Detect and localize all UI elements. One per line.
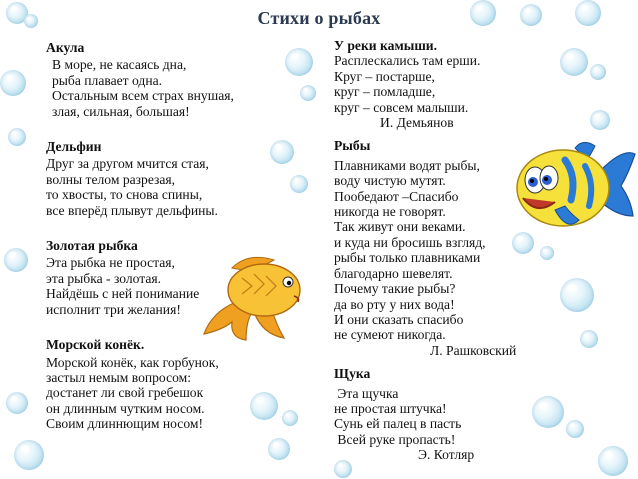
poem-line: В море, не касаясь дна, <box>52 57 187 73</box>
poem-line: Друг за другом мчится стая, <box>46 156 209 172</box>
right-column <box>334 38 544 475</box>
poem-line: Так живут они веками. <box>334 219 466 235</box>
poem-line: воду чистую мутят. <box>334 173 446 189</box>
poem-line: Своим длиннющим носом! <box>46 416 203 432</box>
bubble-decoration <box>566 420 584 438</box>
poem-line: Эта щучка <box>334 385 399 401</box>
poem-line: Пообедают –Спасибо <box>334 188 459 204</box>
poem-heading: Морской конёк. <box>46 337 145 353</box>
bubble-decoration <box>590 110 610 130</box>
poem-line: Эта рыбка не простая, <box>46 255 175 271</box>
bubble-decoration <box>560 48 588 76</box>
poem-line: никогда не говорят. <box>334 204 446 220</box>
poem-line: Морской конёк, как горбунок, <box>46 354 219 370</box>
bubble-decoration <box>590 64 606 80</box>
poem-heading: У реки камыши. <box>334 38 438 53</box>
poem-line: Плавниками водят рыбы, <box>334 157 480 173</box>
poem-line: Сунь ей палец в пасть <box>334 416 462 432</box>
poem-heading: Рыбы <box>334 138 371 154</box>
left-column <box>46 40 296 444</box>
bubble-decoration <box>560 278 594 312</box>
poem-line: все вперёд плывут дельфины. <box>46 202 218 218</box>
poem-line: И они сказать спасибо <box>334 311 464 327</box>
bubble-decoration <box>598 446 628 476</box>
page-title: Стихи о рыбах <box>257 8 381 28</box>
poem-line: Круг – постарше, <box>334 68 435 84</box>
poem-line: исполнит три желания! <box>46 301 181 317</box>
poem-reeds <box>334 38 544 130</box>
poem-line: Расплескались там ерши. <box>334 53 481 69</box>
poem-author: Э. Котляр <box>418 447 475 463</box>
poem-line: Остальным всем страх внушая, <box>52 88 234 104</box>
poem-line: рыбы только плавниками <box>334 250 481 266</box>
poem-heading: Акула <box>46 40 85 55</box>
poem-line: благодарно шевелят. <box>334 265 453 281</box>
poem-line: он длинным чутким носом. <box>46 400 205 416</box>
bubble-decoration <box>300 85 316 101</box>
poem-author: Л. Рашковский <box>430 342 517 358</box>
poem-line: не сумеют никогда. <box>334 327 446 343</box>
poem-heading: Дельфин <box>46 139 102 155</box>
poem-line: круг – совсем малыши. <box>334 99 469 115</box>
bubble-decoration <box>580 330 598 348</box>
bubble-decoration <box>0 70 26 96</box>
poem-line: волны телом разрезая, <box>46 171 176 187</box>
poem-line: Найдёшь с ней понимание <box>46 286 200 302</box>
poem-seahorse <box>46 337 296 431</box>
poem-line: круг – помладше, <box>334 84 436 100</box>
poem-line: не простая штучка! <box>334 400 447 416</box>
poem-goldfish <box>46 238 296 317</box>
poem-fishes <box>334 138 544 358</box>
poem-pike <box>334 366 544 462</box>
poem-line: и куда ни бросишь взгляд, <box>334 234 486 250</box>
poem-line: эта рыбка - золотая. <box>46 270 162 286</box>
bubble-decoration <box>8 128 26 146</box>
poem-line: Всей руке пропасть! <box>334 431 456 447</box>
poem-line: то хвосты, то снова спины, <box>46 187 203 203</box>
poem-heading: Золотая рыбка <box>46 238 138 254</box>
poem-author: И. Демьянов <box>380 115 454 131</box>
poem-dolphin <box>46 139 296 218</box>
poem-line: застыл немым вопросом: <box>46 369 192 385</box>
poem-shark <box>46 40 296 119</box>
poem-line: достанет ли свой гребешок <box>46 385 204 401</box>
poem-line: да во рту у них вода! <box>334 296 455 312</box>
bubble-decoration <box>14 440 44 470</box>
poem-line: Почему такие рыбы? <box>334 281 456 297</box>
bubble-decoration <box>6 392 28 414</box>
poem-heading: Щука <box>334 366 371 382</box>
poem-line: злая, сильная, большая! <box>52 103 190 119</box>
poem-line: рыба плавает одна. <box>52 72 163 88</box>
bubble-decoration <box>4 248 28 272</box>
